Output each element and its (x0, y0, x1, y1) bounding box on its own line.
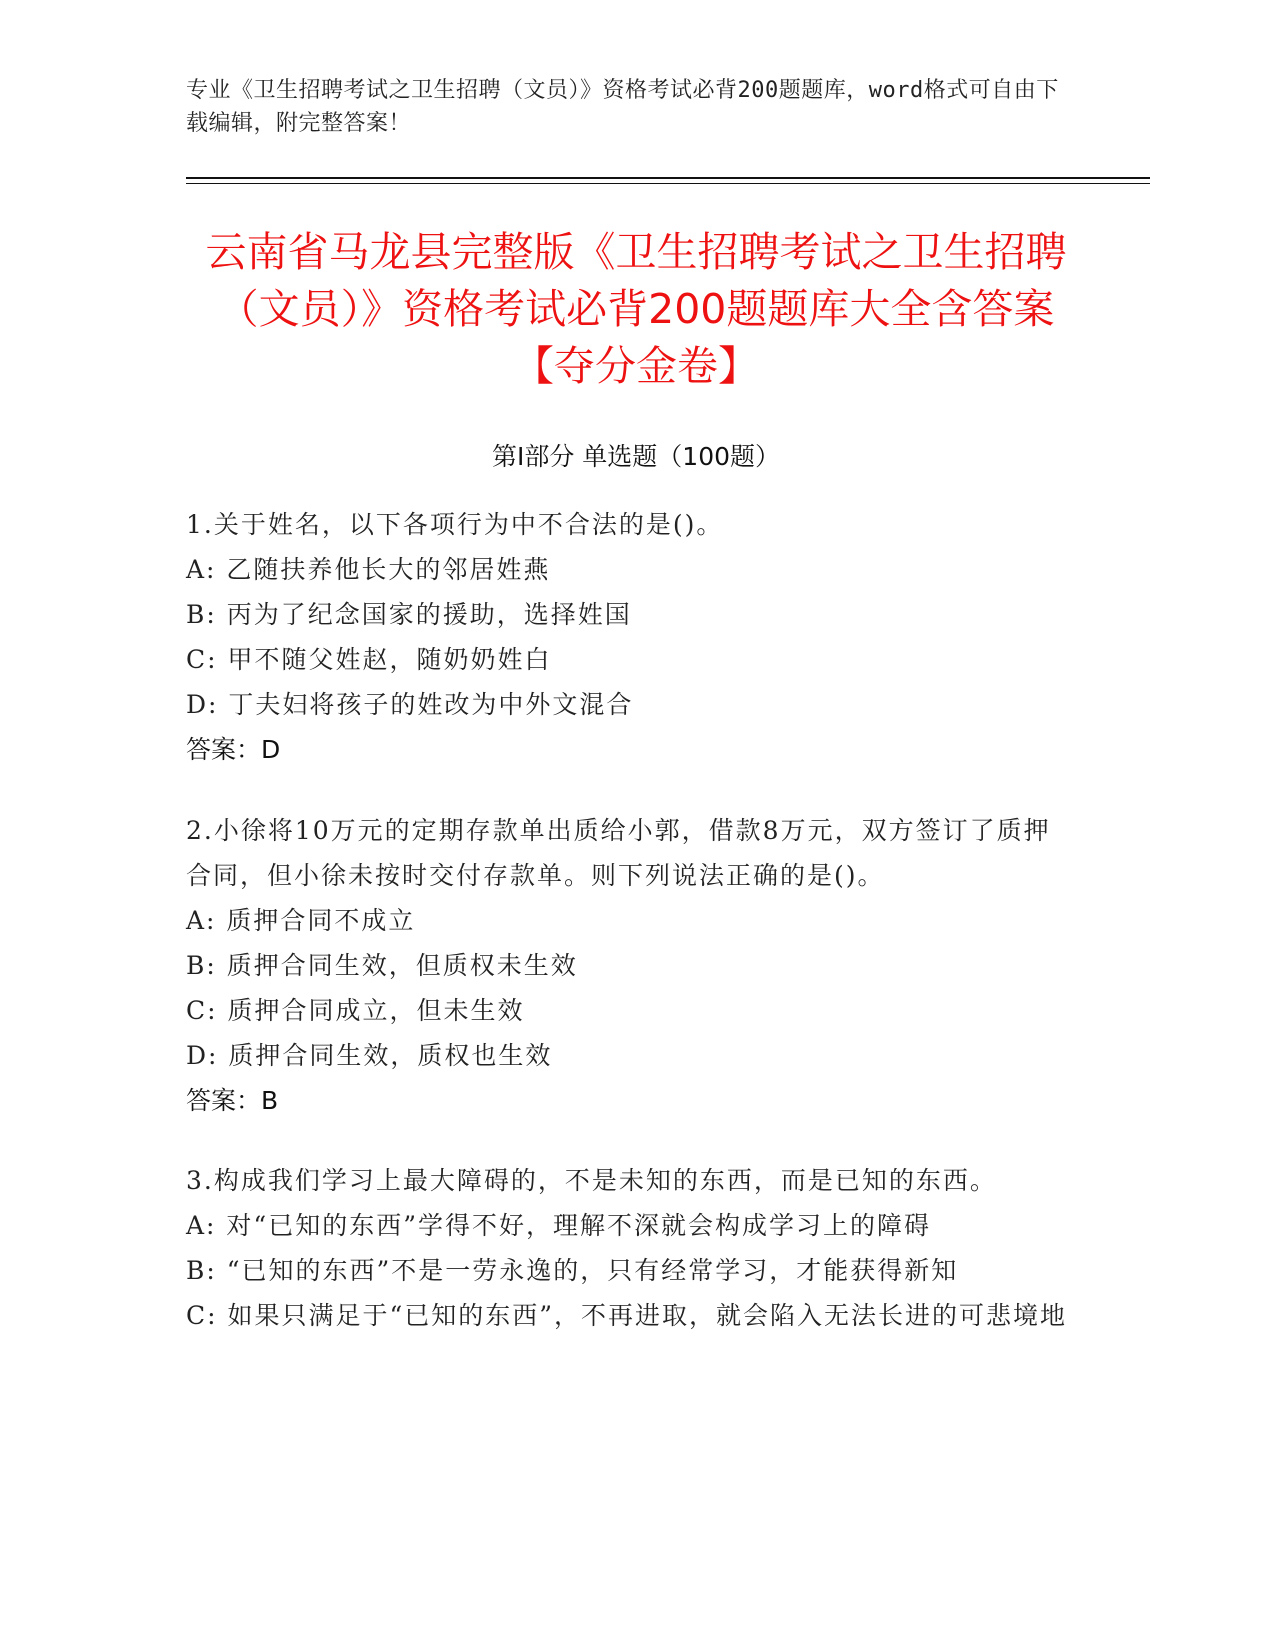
question-1 (186, 502, 1076, 772)
question-text: 1.关于姓名，以下各项行为中不合法的是()。 (186, 510, 724, 539)
option-c: C: 如果只满足于“已知的东西”，不再进取，就会陷入无法长进的可悲境地 (186, 1301, 1068, 1330)
question-text: 2.小徐将10万元的定期存款单出质给小郭，借款8万元，双方签订了质押合同，但小徐未按时交付存款单。则下列说法正确的是()。 (186, 816, 1051, 890)
option-d: D: 质押合同生效，质权也生效 (186, 1041, 553, 1070)
option-c: C: 甲不随父姓赵，随奶奶姓白 (186, 645, 552, 674)
header-divider-thin (186, 183, 1150, 184)
option-a: A: 对“已知的东西”学得不好，理解不深就会构成学习上的障碍 (186, 1211, 931, 1240)
option-c: C: 质押合同成立，但未生效 (186, 996, 525, 1025)
option-a: A: 乙随扶养他长大的邻居姓燕 (186, 555, 551, 584)
option-d: D: 丁夫妇将孩子的姓改为中外文混合 (186, 690, 634, 719)
option-b: B: 丙为了纪念国家的援助，选择姓国 (186, 600, 632, 629)
question-text: 3.构成我们学习上最大障碍的，不是未知的东西，而是已知的东西。 (186, 1166, 997, 1195)
answer-text: 答案：B (186, 1086, 279, 1115)
section-title: 第Ⅰ部分 单选题（100题） (491, 442, 781, 471)
header-divider-thick (186, 177, 1150, 179)
header-note: 专业《卫生招聘考试之卫生招聘（文员）》资格考试必背200题题库，word格式可自由下载编辑，附完整答案！ (186, 78, 1059, 136)
question-2 (186, 808, 1076, 1123)
option-a: A: 质押合同不成立 (186, 906, 416, 935)
option-b: B: “已知的东西”不是一劳永逸的，只有经常学习，才能获得新知 (186, 1256, 959, 1285)
option-b: B: 质押合同生效，但质权未生效 (186, 951, 578, 980)
question-3 (186, 1158, 1076, 1338)
answer-text: 答案：D (186, 735, 281, 764)
document-title: 云南省马龙县完整版《卫生招聘考试之卫生招聘（文员）》资格考试必背200题题库大全含答案【夺分金卷】 (205, 228, 1067, 390)
